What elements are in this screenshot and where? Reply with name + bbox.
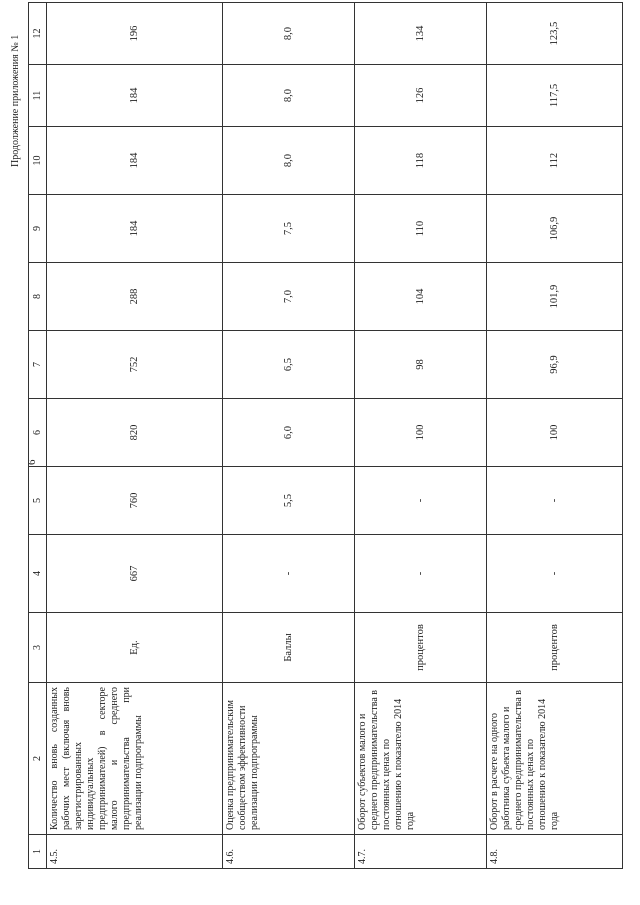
header-cell: 4 <box>29 535 47 613</box>
header-cell: 9 <box>29 195 47 263</box>
row-number: 4.5. <box>46 835 222 869</box>
value-cell: 288 <box>46 263 222 331</box>
unit-cell: процентов <box>486 613 622 683</box>
value-cell: 820 <box>46 399 222 467</box>
value-cell: - <box>486 535 622 613</box>
value-cell: 117,5 <box>486 65 622 127</box>
value-cell: 6,0 <box>223 399 355 467</box>
value-cell: 8,0 <box>223 127 355 195</box>
value-cell: - <box>354 467 486 535</box>
value-cell: 7,0 <box>223 263 355 331</box>
value-cell: 98 <box>354 331 486 399</box>
value-cell: 110 <box>354 195 486 263</box>
unit-cell: Баллы <box>223 613 355 683</box>
page-number: 6 <box>26 459 38 465</box>
row-number: 4.7. <box>354 835 486 869</box>
row-number: 4.6. <box>223 835 355 869</box>
value-cell: - <box>354 535 486 613</box>
value-cell: 118 <box>354 127 486 195</box>
value-cell: - <box>486 467 622 535</box>
header-cell: 1 <box>29 835 47 869</box>
table-row <box>354 3 486 869</box>
value-cell: 184 <box>46 195 222 263</box>
header-cell: 12 <box>29 3 47 65</box>
value-cell: 100 <box>486 399 622 467</box>
value-cell: 126 <box>354 65 486 127</box>
table-row <box>223 3 355 869</box>
value-cell: 96,9 <box>486 331 622 399</box>
value-cell: 7,5 <box>223 195 355 263</box>
table-row <box>46 3 222 869</box>
value-cell: 104 <box>354 263 486 331</box>
header-cell: 7 <box>29 331 47 399</box>
value-cell: 6,5 <box>223 331 355 399</box>
value-cell: 8,0 <box>223 3 355 65</box>
value-cell: 760 <box>46 467 222 535</box>
value-cell: 5,5 <box>223 467 355 535</box>
indicator-name: Оборот субъектов малого и среднего предпринимательства в постоянных ценах по отношению к показателю 2014 года <box>354 683 486 835</box>
value-cell: 184 <box>46 127 222 195</box>
header-cell: 6 <box>29 399 47 467</box>
header-cell: 2 <box>29 683 47 835</box>
value-cell: 112 <box>486 127 622 195</box>
value-cell: 100 <box>354 399 486 467</box>
value-cell: 123,5 <box>486 3 622 65</box>
indicator-name: Оборот в расчете на одного работника субъекта малого и среднего предпринимательства в постоянных ценах по отношению к показателю 2014 года <box>486 683 622 835</box>
header-cell: 3 <box>29 613 47 683</box>
value-cell: - <box>223 535 355 613</box>
value-cell: 184 <box>46 65 222 127</box>
value-cell: 752 <box>46 331 222 399</box>
header-cell: 5 <box>29 467 47 535</box>
indicators-table <box>28 2 623 869</box>
header-cell: 10 <box>29 127 47 195</box>
table-row <box>486 3 622 869</box>
indicator-name: Количество вновь созданных рабочих мест (включая вновь зарегистрированных индивидуальных предпринимателей) в секторе малого и среднего предпринимательства при реализации подпрограммы <box>46 683 222 835</box>
unit-cell: Ед. <box>46 613 222 683</box>
value-cell: 196 <box>46 3 222 65</box>
indicator-name: Оценка предпринимательским сообществом эффективности реализации подпрограммы <box>223 683 355 835</box>
header-cell: 8 <box>29 263 47 331</box>
value-cell: 134 <box>354 3 486 65</box>
value-cell: 101,9 <box>486 263 622 331</box>
value-cell: 106,9 <box>486 195 622 263</box>
unit-cell: процентов <box>354 613 486 683</box>
value-cell: 8,0 <box>223 65 355 127</box>
row-number: 4.8. <box>486 835 622 869</box>
header-row <box>29 3 47 869</box>
header-cell: 11 <box>29 65 47 127</box>
value-cell: 667 <box>46 535 222 613</box>
continuation-label: Продолжение приложения № 1 <box>10 34 21 167</box>
